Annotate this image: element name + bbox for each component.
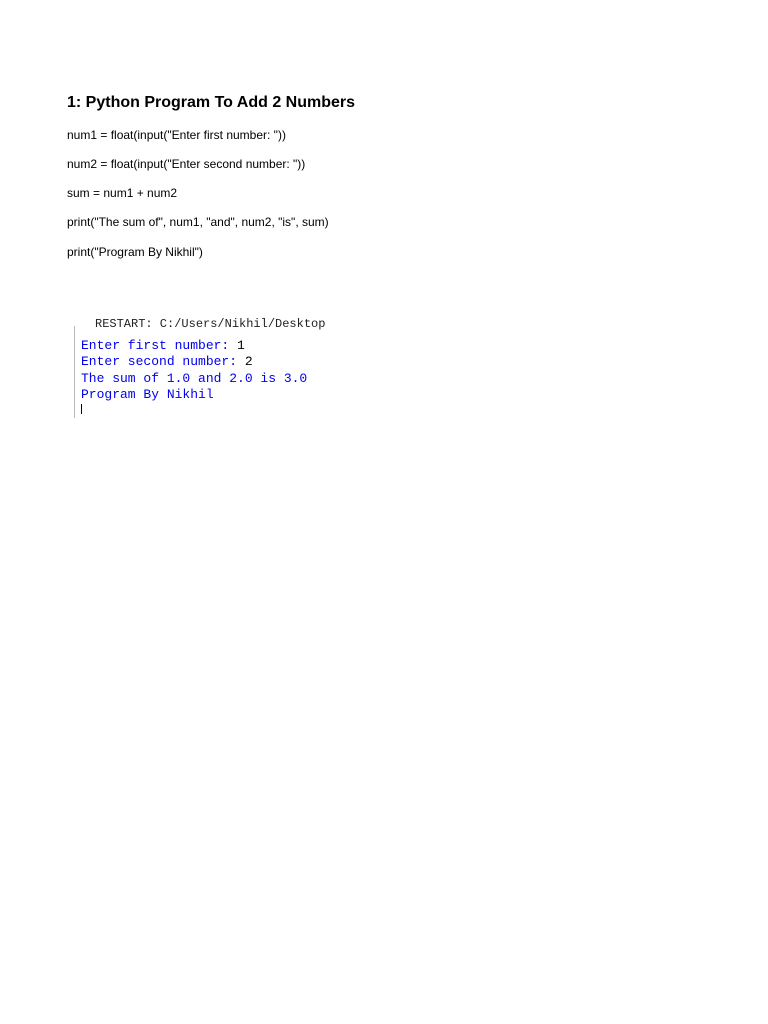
shell-output-screenshot <box>74 317 375 418</box>
shell-input-first: 1 <box>237 338 245 353</box>
shell-line-first-number <box>81 338 245 354</box>
code-line-print-author: print("Program By Nikhil") <box>67 245 203 259</box>
shell-input-second: 2 <box>244 354 253 369</box>
code-line-num1: num1 = float(input("Enter first number: ")) <box>67 128 286 142</box>
code-line-sum: sum = num1 + num2 <box>67 186 178 200</box>
shell-prompt-second: Enter second number: <box>81 354 245 369</box>
section-heading: 1: Python Program To Add 2 Numbers <box>67 94 356 111</box>
shell-line-second-number <box>81 354 253 370</box>
shell-cursor <box>81 404 82 414</box>
shell-restart-line: RESTART: C:/Users/Nikhil/Desktop <box>95 317 326 331</box>
shell-signature-line: Program By Nikhil <box>81 387 214 402</box>
code-line-print-sum: print("The sum of", num1, "and", num2, "is", sum) <box>67 215 329 229</box>
shell-result-line: The sum of 1.0 and 2.0 is 3.0 <box>81 371 308 386</box>
shell-prompt-first: Enter first number: <box>81 338 238 353</box>
code-line-num2: num2 = float(input("Enter second number: ")) <box>67 157 306 171</box>
